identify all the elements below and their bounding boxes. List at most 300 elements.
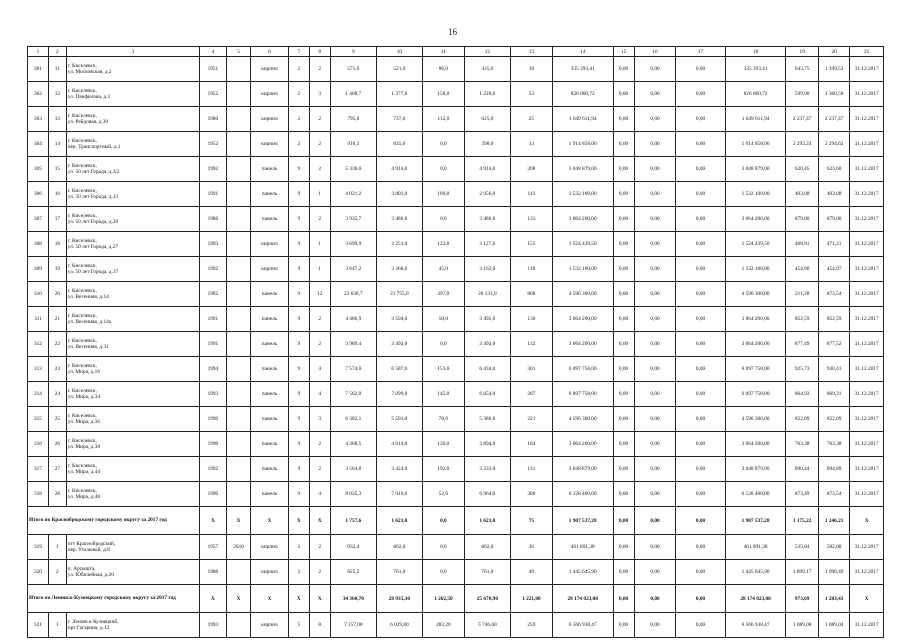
address-cell [66, 107, 199, 132]
table-cell: 0,00 [613, 307, 634, 332]
table-cell: 13 [48, 107, 66, 132]
table-cell: 1 445 645,90 [552, 560, 613, 585]
table-cell: 0,00 [676, 182, 725, 207]
table-cell: 308 [28, 232, 49, 257]
table-cell: 3 064 200,00 [725, 332, 786, 357]
table-cell [227, 257, 251, 282]
table-cell: 130 [510, 307, 552, 332]
table-cell: 9 [288, 257, 309, 282]
table-cell: 9 [288, 482, 309, 507]
table-cell: 737,0 [376, 107, 422, 132]
table-cell: 3 492,0 [464, 332, 510, 357]
table-cell: 31.12.2017 [850, 457, 884, 482]
table-cell: 0,00 [613, 357, 634, 382]
column-header: 3 [66, 47, 199, 57]
table-cell: 307 [28, 207, 49, 232]
table-cell: 2 [309, 432, 330, 457]
table-cell: 145,0 [422, 382, 464, 407]
table-cell: 208 [510, 157, 552, 182]
table-row [28, 382, 884, 407]
total-cell: X [251, 585, 289, 613]
table-cell: 1 914 858,06 [725, 132, 786, 157]
table-cell: 31.12.2017 [850, 307, 884, 332]
table-cell: панель [251, 457, 289, 482]
table-cell: 3 647,2 [330, 257, 376, 282]
table-cell: 2 294,62 [818, 132, 849, 157]
table-cell: 1993 [199, 232, 226, 257]
table-cell: 0,00 [613, 382, 634, 407]
table-cell: 2 [288, 57, 309, 82]
table-cell: 0,00 [676, 107, 725, 132]
address-line: г. Киселевск, [67, 62, 97, 69]
table-cell: 2 956,0 [464, 182, 510, 207]
table-cell: 1 408,7 [330, 82, 376, 107]
table-cell: 22 [48, 332, 66, 357]
total-cell: 1 246,21 [818, 507, 849, 535]
address-line: г. Ленинск-Кузнецкий, [67, 618, 119, 625]
address-line: ул. Весенняя, д.14 [67, 294, 109, 300]
total-cell: X [850, 507, 884, 535]
table-cell: 305 [28, 157, 49, 182]
address-line: пер. Угольный, д.8 [67, 547, 110, 553]
table-cell: 6 097 758,00 [552, 382, 613, 407]
column-header: 1 [28, 47, 49, 57]
table-cell: 879,00 [786, 207, 818, 232]
address-line: г. Киселевск, [67, 487, 97, 494]
table-cell: 0,00 [676, 232, 725, 257]
table-cell: 23 630,7 [330, 282, 376, 307]
table-cell: 4 021,2 [330, 182, 376, 207]
table-cell: 306 [28, 182, 49, 207]
table-cell: 1980 [199, 107, 226, 132]
table-cell: 31.12.2017 [850, 157, 884, 182]
table-cell: 398,0 [464, 132, 510, 157]
total-cell: X [288, 585, 309, 613]
table-cell: 0,00 [676, 382, 725, 407]
table-cell: 5 386,0 [464, 407, 510, 432]
table-cell: 1 220,0 [464, 82, 510, 107]
table-cell: 302 [28, 82, 49, 107]
address-line: г. Киселевск, [67, 462, 97, 469]
table-cell: 0,00 [613, 257, 634, 282]
table-row [28, 535, 884, 560]
table-cell: 0,00 [613, 482, 634, 507]
table-cell: 28 [48, 482, 66, 507]
address-line: ул. Весенняя, д.14а [67, 319, 112, 325]
table-cell: 3 894,0 [464, 432, 510, 457]
table-cell: 0,00 [676, 282, 725, 307]
table-cell [227, 482, 251, 507]
table-cell: 2 [309, 457, 330, 482]
table-cell: 0,00 [634, 613, 676, 638]
table-cell: кирпич [251, 82, 289, 107]
table-cell: 3 162,0 [464, 257, 510, 282]
table-cell: 879,00 [818, 207, 849, 232]
address-line: г. Киселевск, [67, 162, 97, 169]
table-cell: 335 393,41 [725, 57, 786, 82]
table-cell: 0,00 [613, 457, 634, 482]
total-cell: X [288, 507, 309, 535]
table-cell: 0,00 [676, 357, 725, 382]
column-header: 14 [552, 47, 613, 57]
table-cell: 825,2 [330, 560, 376, 585]
table-cell: 3 048 879,00 [725, 157, 786, 182]
table-cell: 9 [288, 382, 309, 407]
table-cell: 1 [309, 182, 330, 207]
table-row [28, 157, 884, 182]
table-cell: 109,0 [422, 182, 464, 207]
table-cell: 0,0 [422, 560, 464, 585]
total-cell: 0,0 [422, 507, 464, 535]
address-line: ул. Рейдовая, д.30 [67, 119, 109, 125]
table-cell: 1 [309, 257, 330, 282]
table-cell: 0,0 [422, 535, 464, 560]
table-cell: 300 [510, 482, 552, 507]
column-header: 21 [850, 47, 884, 57]
address-line: г. Киселевск, [67, 337, 97, 344]
address-line: ул. Московская, д.2 [67, 69, 112, 75]
table-cell: 31.12.2017 [850, 560, 884, 585]
table-cell [227, 407, 251, 432]
table-cell: 0,00 [613, 560, 634, 585]
table-cell: 0,00 [634, 257, 676, 282]
table-cell: 454,97 [818, 257, 849, 282]
total-cell: 1 175,22 [786, 507, 818, 535]
table-cell: 31.12.2017 [850, 182, 884, 207]
table-cell: 49 [510, 560, 552, 585]
table-row [28, 232, 884, 257]
table-cell: 454,90 [786, 257, 818, 282]
table-cell: 221 [510, 407, 552, 432]
table-cell: панель [251, 382, 289, 407]
table-cell: 0,00 [676, 307, 725, 332]
table-cell: 31.12.2017 [850, 82, 884, 107]
table-cell: 1982 [199, 282, 226, 307]
table-cell: 0,00 [676, 332, 725, 357]
table-cell: 0,00 [634, 82, 676, 107]
table-cell: 2 [309, 157, 330, 182]
table-cell: 313 [28, 357, 49, 382]
table-cell: 120,0 [422, 432, 464, 457]
address-line: г. Киселевск, [67, 137, 97, 144]
address-line: ул. 50 лет Города, д.13 [67, 194, 119, 200]
total-cell: X [309, 507, 330, 535]
table-cell: 131 [510, 457, 552, 482]
table-cell: 1 [309, 232, 330, 257]
table-cell: 86,0 [422, 57, 464, 82]
table-cell: кирпич [251, 132, 289, 157]
table-cell: 1952 [199, 132, 226, 157]
total-label: Итого по Краснобродскому городскому округу за 2017 год [28, 507, 200, 535]
table-cell: 31.12.2017 [850, 482, 884, 507]
table-cell: 1 532 100,00 [552, 257, 613, 282]
column-header: 4 [199, 47, 226, 57]
table-cell: 468,91 [786, 232, 818, 257]
table-row [28, 82, 884, 107]
table-cell: 6 097 758,00 [725, 382, 786, 407]
table-row [28, 207, 884, 232]
table-cell: 1993 [199, 382, 226, 407]
table-cell: 0,00 [676, 457, 725, 482]
address-line: ул. 50 лет Города, д.27 [67, 244, 119, 250]
table-cell: 599,90 [786, 82, 818, 107]
total-cell: X [199, 507, 226, 535]
table-row [28, 482, 884, 507]
table-cell: 1 899,17 [786, 560, 818, 585]
table-cell: 321 [28, 613, 49, 638]
table-cell: панель [251, 307, 289, 332]
address-line: ул. Мира, д.34 [67, 394, 100, 400]
address-line: ул. Мира, д.48 [67, 494, 100, 500]
table-cell: 309 [28, 257, 49, 282]
table-cell: 6 382,1 [330, 407, 376, 432]
table-cell: 31.12.2017 [850, 357, 884, 382]
table-cell: 3 048 879,00 [725, 457, 786, 482]
table-cell: 315 [28, 407, 49, 432]
table-cell: 25 [510, 107, 552, 132]
table-cell [227, 613, 251, 638]
table-cell: 53 [510, 82, 552, 107]
table-cell: 0,00 [676, 157, 725, 182]
address-line: ул. Панфилова, д.3 [67, 94, 111, 100]
table-cell: 1991 [199, 307, 226, 332]
table-cell: 4 596 300,00 [725, 282, 786, 307]
table-cell: 0,00 [613, 57, 634, 82]
table-cell: 4 914,0 [376, 157, 422, 182]
table-cell: 1986 [199, 207, 226, 232]
table-cell: 21 [48, 307, 66, 332]
table-cell: кирпич [251, 560, 289, 585]
table-cell: 0,0 [422, 157, 464, 182]
table-cell: 4 [309, 482, 330, 507]
table-cell: 0,0 [422, 207, 464, 232]
table-cell [227, 332, 251, 357]
address-cell [66, 482, 199, 507]
table-body [28, 57, 884, 638]
table-cell: 2 [288, 82, 309, 107]
table-cell: 9 [288, 182, 309, 207]
total-row [28, 507, 884, 535]
table-cell: 31.12.2017 [850, 57, 884, 82]
table-cell: 31.12.2017 [850, 207, 884, 232]
total-cell: 28 935,30 [376, 585, 422, 613]
address-line: ул. Мира, д.16 [67, 369, 100, 375]
table-cell: 0,00 [613, 232, 634, 257]
table-cell: 3 801,0 [376, 182, 422, 207]
table-cell: 0,00 [613, 613, 634, 638]
address-line: г. Киселевск, [67, 212, 97, 219]
table-cell: 826 060,72 [725, 82, 786, 107]
table-cell: 1957 [199, 535, 226, 560]
table-cell: 0,00 [634, 107, 676, 132]
table-cell [227, 232, 251, 257]
address-line: г. Киселевск, [67, 112, 97, 119]
table-cell: 3 064 200,00 [725, 307, 786, 332]
table-row [28, 407, 884, 432]
column-header: 9 [330, 47, 376, 57]
table-cell: 2 237,47 [786, 107, 818, 132]
table-cell: 25 [48, 407, 66, 432]
table-row [28, 332, 884, 357]
column-header: 8 [309, 47, 330, 57]
page-number: 16 [448, 27, 457, 37]
table-cell: 795,8 [330, 107, 376, 132]
table-cell: 0,00 [676, 432, 725, 457]
table-cell: 6 566 938,47 [725, 613, 786, 638]
table-cell: 4 596 300,00 [725, 407, 786, 432]
total-cell: X [227, 507, 251, 535]
column-header: 18 [725, 47, 786, 57]
table-row [28, 107, 884, 132]
address-cell [66, 560, 199, 585]
table-cell: 3 127,0 [464, 232, 510, 257]
table-cell: 0,00 [676, 207, 725, 232]
table-cell: 132 [510, 332, 552, 357]
address-line: ул. 50 лет Города, д.37 [67, 269, 119, 275]
table-cell: 2 [288, 107, 309, 132]
table-cell: кирпич [251, 257, 289, 282]
address-line: пер. Транспортный, д.1 [67, 144, 121, 150]
table-cell: 932,4 [330, 535, 376, 560]
table-cell: 211,28 [786, 282, 818, 307]
address-line: г. Киселевск, [67, 262, 97, 269]
table-cell: 623,60 [818, 157, 849, 182]
address-cell [66, 457, 199, 482]
table-cell: 7 157,00 [330, 613, 376, 638]
table-cell: 2 [309, 132, 330, 157]
table-row [28, 560, 884, 585]
table-cell: 21 755,0 [376, 282, 422, 307]
table-cell: 877,49 [786, 332, 818, 357]
table-cell: 6 097 758,00 [725, 357, 786, 382]
total-row [28, 585, 884, 613]
table-cell: 0,00 [676, 82, 725, 107]
table-cell: 5 336,0 [330, 157, 376, 182]
table-cell: 118 [510, 257, 552, 282]
table-cell: 0,00 [676, 535, 725, 560]
address-line: г. Киселевск, [67, 312, 97, 319]
table-cell: 17 [48, 207, 66, 232]
table-cell: 2 [309, 207, 330, 232]
table-cell: 0,00 [634, 132, 676, 157]
address-line: г. Киселевск, [67, 437, 97, 444]
table-cell: 335 393,41 [552, 57, 613, 82]
column-header: 16 [634, 47, 676, 57]
table-cell: панель [251, 282, 289, 307]
table-cell: 314 [28, 382, 49, 407]
table-cell: 14 [48, 132, 66, 157]
total-cell: 1 623,0 [376, 507, 422, 535]
table-cell: 873,54 [818, 282, 849, 307]
table-cell: 9 [288, 282, 309, 307]
table-cell: 0,00 [676, 613, 725, 638]
table-cell: 852,59 [818, 307, 849, 332]
table-cell: 0,00 [634, 282, 676, 307]
table-cell: 435,0 [464, 57, 510, 82]
table-cell: 31.12.2017 [850, 132, 884, 157]
table-cell: 0,00 [613, 332, 634, 357]
table-cell: 0,00 [634, 535, 676, 560]
total-cell: 0,00 [634, 507, 676, 535]
total-cell: 1 757,6 [330, 507, 376, 535]
table-cell: 311 [28, 307, 49, 332]
table-cell: 822,09 [818, 407, 849, 432]
register-table [27, 46, 884, 638]
table-cell: 7 099,0 [376, 382, 422, 407]
address-line: г. Киселевск, [67, 237, 97, 244]
table-cell: 0,00 [634, 57, 676, 82]
table-cell: 2 [48, 560, 66, 585]
table-cell: 461 891,38 [725, 535, 786, 560]
table-cell: 2 [288, 535, 309, 560]
table-cell: 19 [48, 257, 66, 282]
table-cell: 7 562,0 [330, 382, 376, 407]
table-cell: 1952 [199, 82, 226, 107]
table-cell: 930,41 [818, 357, 849, 382]
table-cell: 3 989,4 [330, 332, 376, 357]
column-header: 13 [510, 47, 552, 57]
address-line: прт Гагарина, д.12 [67, 625, 110, 631]
table-cell: 877,52 [818, 332, 849, 357]
address-cell [66, 82, 199, 107]
total-cell: X [251, 507, 289, 535]
table-cell: 18 [510, 57, 552, 82]
column-header: 10 [376, 47, 422, 57]
table-cell: 1990 [199, 482, 226, 507]
table-cell: 0,00 [634, 457, 676, 482]
table-cell: 1 445 645,90 [725, 560, 786, 585]
table-cell: кирпич [251, 107, 289, 132]
total-cell: 25 678,90 [464, 585, 510, 613]
table-cell: 3 064 200,00 [725, 207, 786, 232]
address-cell [66, 132, 199, 157]
table-cell: 6 654,0 [464, 382, 510, 407]
table-cell: 0,00 [613, 282, 634, 307]
table-cell: панель [251, 357, 289, 382]
table-cell: 1 914 858,06 [552, 132, 613, 157]
table-cell: 4 [309, 382, 330, 407]
total-cell: 1 262,50 [422, 585, 464, 613]
table-cell: 3 064 200,00 [552, 332, 613, 357]
table-cell: кирпич [251, 57, 289, 82]
table-cell: 26 [510, 535, 552, 560]
address-line: г. Киселевск, [67, 287, 97, 294]
column-header: 12 [464, 47, 510, 57]
table-cell: 0,00 [634, 357, 676, 382]
table-cell: 0,00 [634, 407, 676, 432]
column-header: 19 [786, 47, 818, 57]
total-cell: 75 [510, 507, 552, 535]
table-cell: 3 594,0 [376, 307, 422, 332]
table-cell: 58,0 [422, 307, 464, 332]
table-cell: 78,0 [422, 407, 464, 432]
table-cell: 4 914,0 [464, 157, 510, 182]
table-cell: 2 [288, 560, 309, 585]
table-cell: панель [251, 182, 289, 207]
table-cell: 894,89 [818, 457, 849, 482]
table-cell: 6 097 758,00 [552, 357, 613, 382]
table-cell: 0,00 [613, 132, 634, 157]
table-cell [227, 107, 251, 132]
address-line: г. Киселевск, [67, 387, 97, 394]
table-cell: 3 048 879,00 [552, 157, 613, 182]
table-cell: 2 [309, 107, 330, 132]
table-cell: 3 935,7 [330, 207, 376, 232]
table-row [28, 57, 884, 82]
table-cell: панель [251, 207, 289, 232]
table-cell: 1 532 100,00 [725, 182, 786, 207]
table-cell: 761,0 [376, 560, 422, 585]
